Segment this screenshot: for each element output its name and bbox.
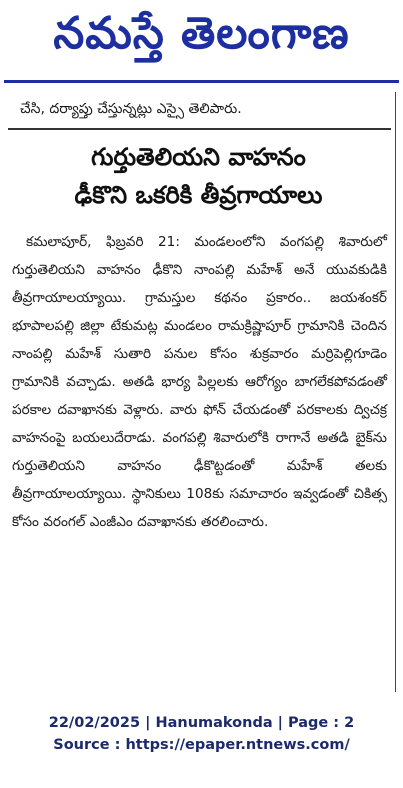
article-headline [6, 138, 391, 214]
edition-line: 22/02/2025 | Hanumakonda | Page : 2 [48, 715, 355, 731]
article-body [6, 228, 391, 536]
source-line: Source : https://epaper.ntnews.com/ [53, 737, 350, 753]
previous-article-tail: చేసి, దర్యాప్తు చేస్తున్నట్లు ఎస్సై తెలిపారు. [20, 101, 242, 117]
article-divider [8, 128, 391, 130]
article-paragraph: కమలాపూర్, ఫిబ్రవరి 21: మండలంలోని వంగపల్లి శివారులో గుర్తుతెలియని వాహనం ఢీకొని నాంపల్లి మహేశ్ అనే యువకుడికి తీవ్రగాయాలయ్యాయి. గ్రామస్తుల కథనం ప్రకారం.. జయశంకర్ భూపాలపల్లి జిల్లా టేకుమట్ల మండలం రామక్రిష్ణాపూర్ గ్రామానికి చెందిన నాంపల్లి మహేశ్ సుతారి పనుల కోసం శుక్రవారం మర్రిపెల్లిగూడెం గ్రామానికి వచ్చాడు. అతడి భార్య పిల్లలకు ఆరోగ్యం బాగలేకపోవడంతో పరకాల దవాఖానకు వెళ్లారు. వారు ఫోన్ చేయడంతో పరకాలకు ద్విచక్ర వాహనంపై బయలుదేరాడు. వంగపల్లి శివారులోకి రాగానే అతడి బైక్‌ను గుర్తుతెలియని వాహనం ఢీకొట్టడంతో మహేశ్ తలకు తీవ్రగాయాలయ్యాయి. స్థానికులు 108కు సమాచారం ఇవ్వడంతో చికిత్స కోసం వరంగల్ ఎంజీఎం దవాఖానకు తరలించారు. [12, 234, 387, 530]
masthead-rule [4, 80, 399, 83]
footer [0, 712, 403, 756]
headline-line-2: ఢీకొని ఒకరికి తీవ్రగాయాలు [74, 181, 323, 209]
newspaper-masthead: నమస్తే తెలంగాణ [53, 8, 350, 59]
headline-line-1: గుర్తుతెలియని వాహనం [91, 143, 306, 171]
article-clipping [6, 92, 391, 692]
adjacent-column-edge [395, 92, 403, 692]
